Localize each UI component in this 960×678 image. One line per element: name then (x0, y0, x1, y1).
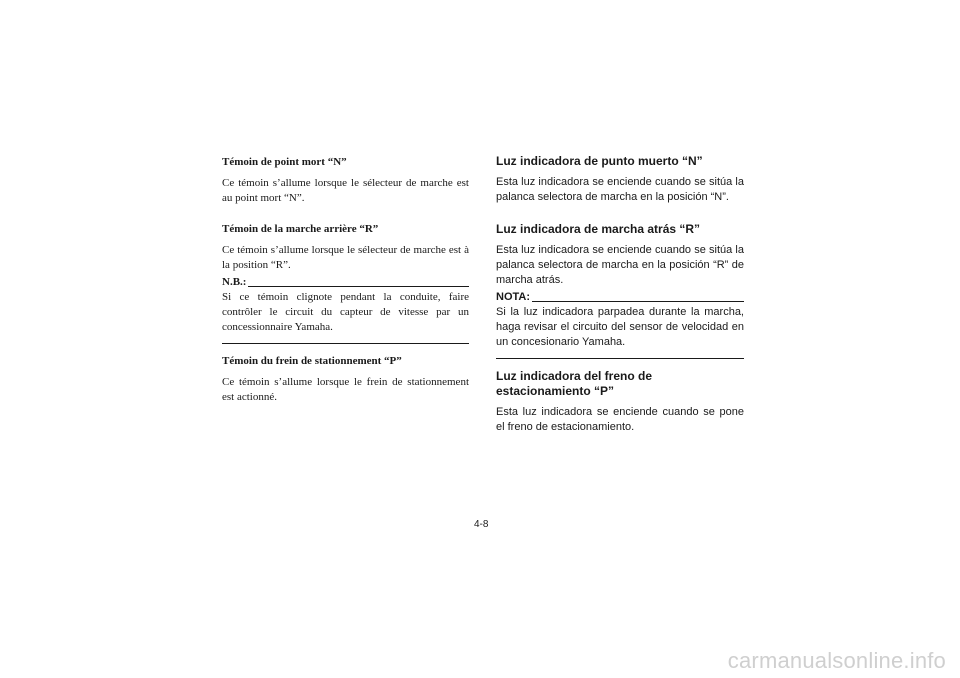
spanish-column (496, 0, 744, 678)
spanish-neutral-section (496, 154, 744, 205)
french-neutral-text: Ce témoin s’allume lorsque le sélecteur de marche est au point mort “N”. (222, 177, 469, 204)
french-note-header (222, 275, 469, 290)
french-reverse-section (222, 222, 469, 344)
spanish-parking-heading: Luz indicadora del freno de estacionamiento “P” (496, 369, 653, 398)
spanish-reverse-section (496, 222, 744, 359)
french-note-label: N.B.: (222, 276, 247, 288)
spanish-neutral-heading: Luz indicadora de punto muerto “N” (496, 154, 703, 168)
french-parking-text: Ce témoin s’allume lorsque le frein de stationnement est actionné. (222, 376, 469, 403)
spanish-note-end-rule (496, 358, 744, 359)
spanish-note-rule (532, 301, 744, 302)
spanish-note-header (496, 290, 744, 305)
french-note-text: Si ce témoin clignote pendant la conduite, faire contrôler le circuit du capteur de vitesse par un concessionnaire Yamaha. (222, 291, 469, 333)
french-neutral-heading: Témoin de point mort “N” (222, 156, 347, 168)
spanish-reverse-heading: Luz indicadora de marcha atrás “R” (496, 222, 701, 236)
spanish-note-text: Si la luz indicadora parpadea durante la marcha, haga revisar el circuito del sensor de velocidad en un concesionario Yamaha. (496, 306, 744, 348)
page-number: 4-8 (474, 519, 489, 530)
french-note-end-rule (222, 343, 469, 344)
spanish-neutral-text: Esta luz indicadora se enciende cuando se sitúa la palanca selectora de marcha en la posición “N”. (496, 176, 744, 203)
french-note-rule (248, 286, 469, 287)
french-parking-section (222, 354, 469, 405)
french-reverse-text: Ce témoin s’allume lorsque le sélecteur de marche est à la position “R”. (222, 244, 469, 271)
french-column (222, 0, 469, 678)
french-neutral-section (222, 155, 469, 206)
spanish-reverse-text: Esta luz indicadora se enciende cuando se sitúa la palanca selectora de marcha en la posición “R” de marcha atrás. (496, 244, 744, 286)
spanish-parking-text: Esta luz indicadora se enciende cuando se pone el freno de estacionamiento. (496, 406, 744, 433)
watermark: carmanualsonline.info (727, 648, 946, 673)
spanish-parking-section (496, 369, 744, 435)
french-parking-heading: Témoin du frein de stationnement “P” (222, 355, 402, 367)
spanish-note-label: NOTA: (496, 291, 531, 303)
french-reverse-heading: Témoin de la marche arrière “R” (222, 223, 379, 235)
